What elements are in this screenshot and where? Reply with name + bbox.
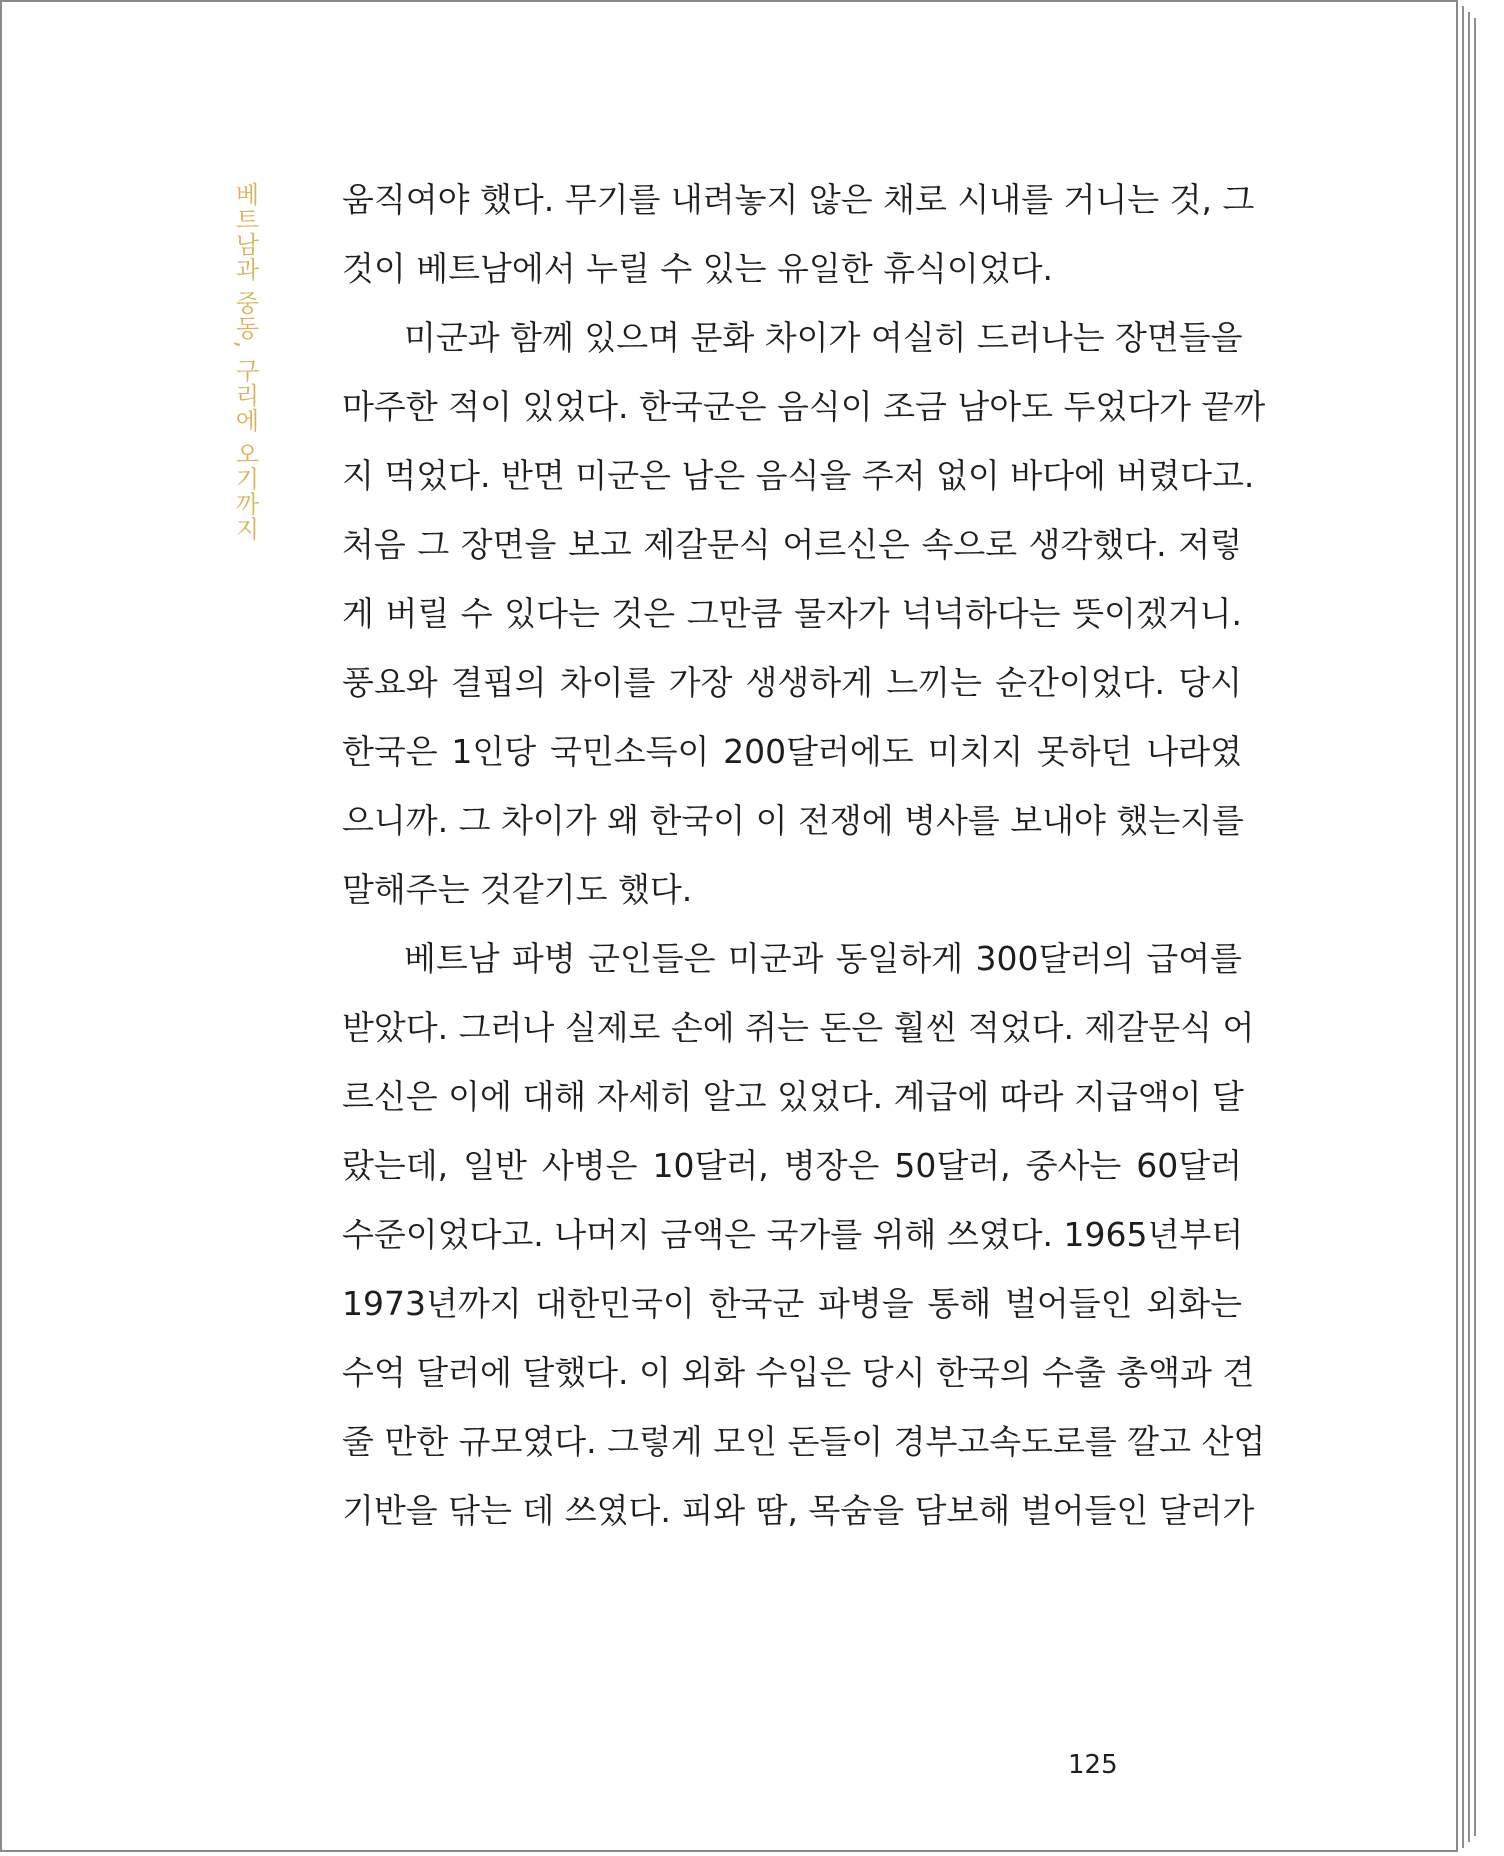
text-line: 1973년까지 대한민국이 한국군 파병을 통해 벌어들인 외화는 bbox=[342, 1284, 1242, 1323]
text-line: 지 먹었다. 반면 미군은 남은 음식을 주저 없이 바다에 버렸다고. bbox=[342, 456, 1255, 495]
text-line: 랐는데, 일반 사병은 10달러, 병장은 50달러, 중사는 60달러 bbox=[342, 1146, 1242, 1185]
text-line: 것이 베트남에서 누릴 수 있는 유일한 휴식이었다. bbox=[342, 249, 1053, 288]
body-text bbox=[342, 165, 1266, 1545]
text-line: 수억 달러에 달했다. 이 외화 수입은 당시 한국의 수출 총액과 견 bbox=[342, 1353, 1255, 1392]
text-line: 한국은 1인당 국민소득이 200달러에도 미치지 못하던 나라였 bbox=[342, 732, 1242, 771]
text-line: 말해주는 것같기도 했다. bbox=[342, 870, 693, 909]
text-line: 르신은 이에 대해 자세히 알고 있었다. 계급에 따라 지급액이 달 bbox=[342, 1077, 1244, 1116]
text-line: 으니까. 그 차이가 왜 한국이 이 전쟁에 병사를 보내야 했는지를 bbox=[342, 801, 1244, 840]
text-line: 풍요와 결핍의 차이를 가장 생생하게 느끼는 순간이었다. 당시 bbox=[342, 663, 1242, 702]
text-line: 줄 만한 규모였다. 그렇게 모인 돈들이 경부고속도로를 깔고 산업 bbox=[342, 1422, 1266, 1461]
text-line: 기반을 닦는 데 쓰였다. 피와 땀, 목숨을 담보해 벌어들인 달러가 bbox=[342, 1491, 1255, 1530]
text-line: 수준이었다고. 나머지 금액은 국가를 위해 쓰였다. 1965년부터 bbox=[342, 1215, 1244, 1254]
text-line: 처음 그 장면을 보고 제갈문식 어르신은 속으로 생각했다. 저렇 bbox=[342, 525, 1242, 564]
running-head: 베트남과 중동, 구리에 오기까지 bbox=[231, 182, 259, 542]
text-line: 베트남 파병 군인들은 미군과 동일하게 300달러의 급여를 bbox=[404, 939, 1242, 978]
text-line: 미군과 함께 있으며 문화 차이가 여실히 드러나는 장면들을 bbox=[404, 318, 1243, 357]
text-line: 마주한 적이 있었다. 한국군은 음식이 조금 남아도 두었다가 끝까 bbox=[342, 387, 1266, 426]
text-line: 움직여야 했다. 무기를 내려놓지 않은 채로 시내를 거니는 것, 그 bbox=[342, 180, 1255, 219]
text-line: 게 버릴 수 있다는 것은 그만큼 물자가 넉넉하다는 뜻이겠거니. bbox=[342, 594, 1242, 633]
text-line: 받았다. 그러나 실제로 손에 쥐는 돈은 훨씬 적었다. 제갈문식 어 bbox=[342, 1008, 1255, 1047]
page-number: 125 bbox=[1068, 1750, 1118, 1780]
